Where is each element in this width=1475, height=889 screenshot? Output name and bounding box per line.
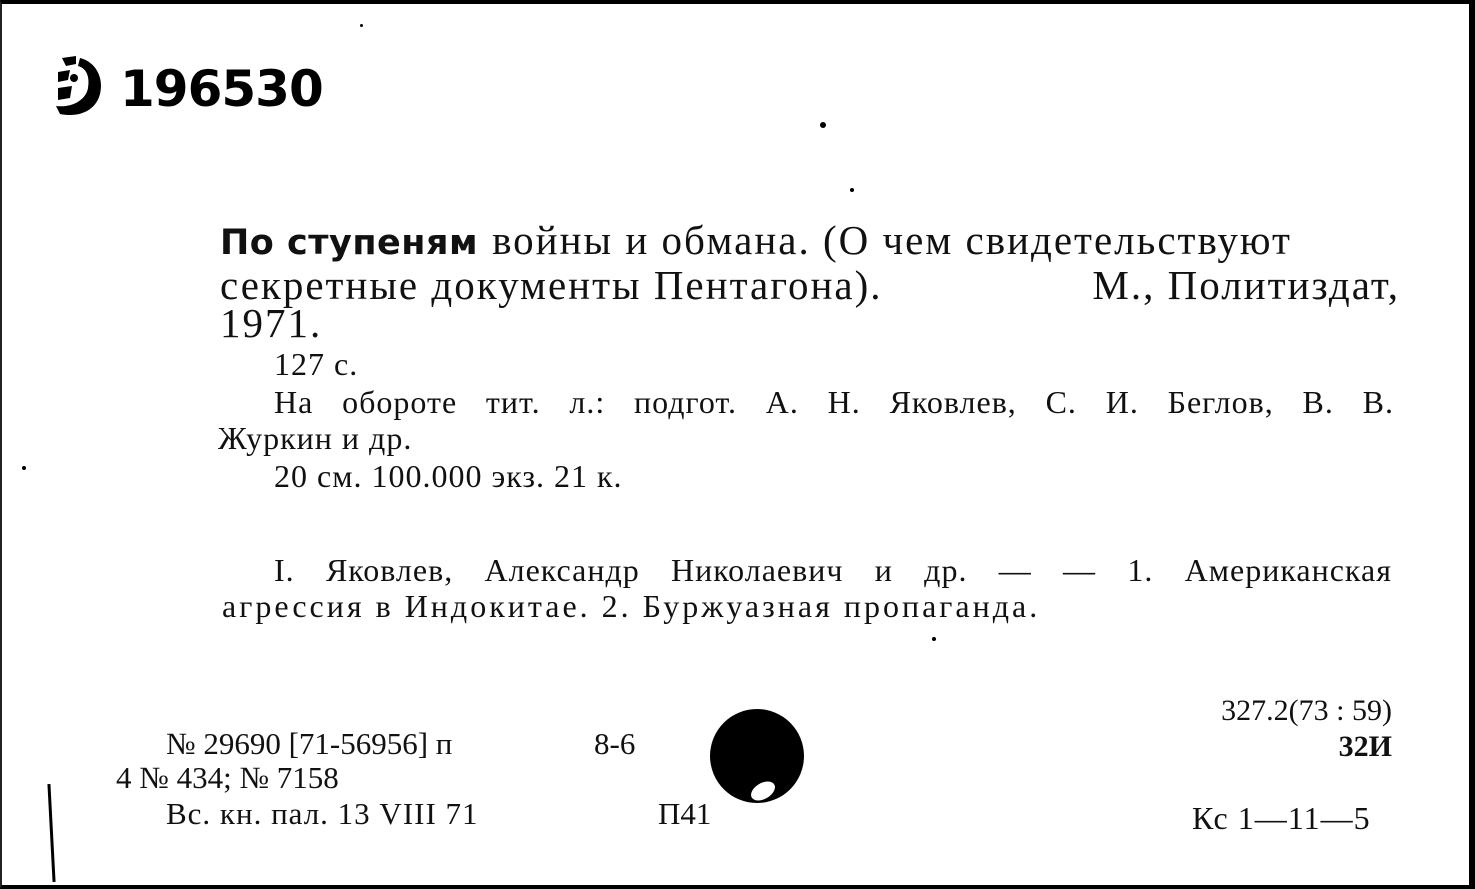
dust-speck: [820, 122, 826, 128]
page-count: 127 с.: [274, 346, 359, 382]
verso-word: л.:: [569, 384, 606, 420]
verso-word: В.: [1302, 384, 1334, 420]
publication-year: 1971.: [220, 300, 323, 346]
punch-hole: [710, 709, 804, 803]
tracing-line1: [274, 552, 1392, 589]
dust-speck: [22, 466, 26, 470]
verso-word: А.: [765, 384, 799, 420]
tracing-word: 1.: [1127, 552, 1154, 588]
verso-word: Беглов,: [1167, 384, 1274, 420]
plan-code: П41: [658, 796, 712, 831]
author-mark: 32И: [1338, 730, 1392, 763]
dust-speck: [360, 24, 363, 27]
verso-word: Н.: [827, 384, 861, 420]
card-index-code: Кс 1—11—5: [1192, 800, 1371, 836]
order-code: 8-6: [594, 726, 636, 761]
dust-speck: [932, 637, 936, 641]
punch-hole-nick: [748, 778, 779, 805]
tracing-word: др.: [924, 552, 968, 588]
pencil-mark: [47, 784, 55, 882]
library-stamp-icon: [52, 54, 106, 122]
book-chamber-line: Вс. кн. пал. 13 VIII 71: [166, 796, 479, 831]
dust-speck: [850, 188, 854, 192]
title-line: [220, 217, 1400, 267]
verso-word: В.: [1362, 384, 1394, 420]
tracing-word: —: [998, 552, 1032, 588]
verso-word: тит.: [485, 384, 541, 420]
verso-word: Яковлев,: [889, 384, 1017, 420]
tracing-word: —: [1063, 552, 1097, 588]
tracing-word: Американская: [1184, 552, 1392, 588]
title-bold: По ступеням: [220, 223, 479, 263]
order-number: № 29690 [71-56956] п: [166, 726, 453, 761]
verso-word: подгот.: [634, 384, 737, 420]
title-rest: войны и обмана. (О чем свидетельствуют: [492, 217, 1292, 263]
classification-index: 327.2(73 : 59): [1221, 694, 1392, 727]
series-note: секретные документы Пентагона).: [220, 262, 883, 308]
tracing-word: и: [874, 552, 893, 588]
tracing-word: Николаевич: [671, 552, 844, 588]
edition-line: 4 № 434; № 7158: [116, 760, 339, 795]
verso-word: На: [274, 384, 314, 420]
verso-word: И.: [1105, 384, 1139, 420]
tracing-word: I.: [274, 552, 295, 588]
verso-word: обороте: [342, 384, 458, 420]
publisher: М., Политиздат,: [1092, 262, 1400, 308]
verso-word: С.: [1045, 384, 1077, 420]
tracing-word: Александр: [484, 552, 640, 588]
verso-note-line2: Журкин и др.: [218, 420, 413, 456]
inventory-number: 196530: [120, 60, 323, 118]
tracing-line2: агрессия в Индокитае. 2. Буржуазная пропаганда.: [222, 588, 1041, 624]
imprint-line: [220, 262, 1400, 309]
format-line: 20 см. 100.000 экз. 21 к.: [274, 458, 623, 494]
tracing-word: Яковлев,: [325, 552, 454, 588]
verso-note-line1: [274, 384, 1394, 421]
